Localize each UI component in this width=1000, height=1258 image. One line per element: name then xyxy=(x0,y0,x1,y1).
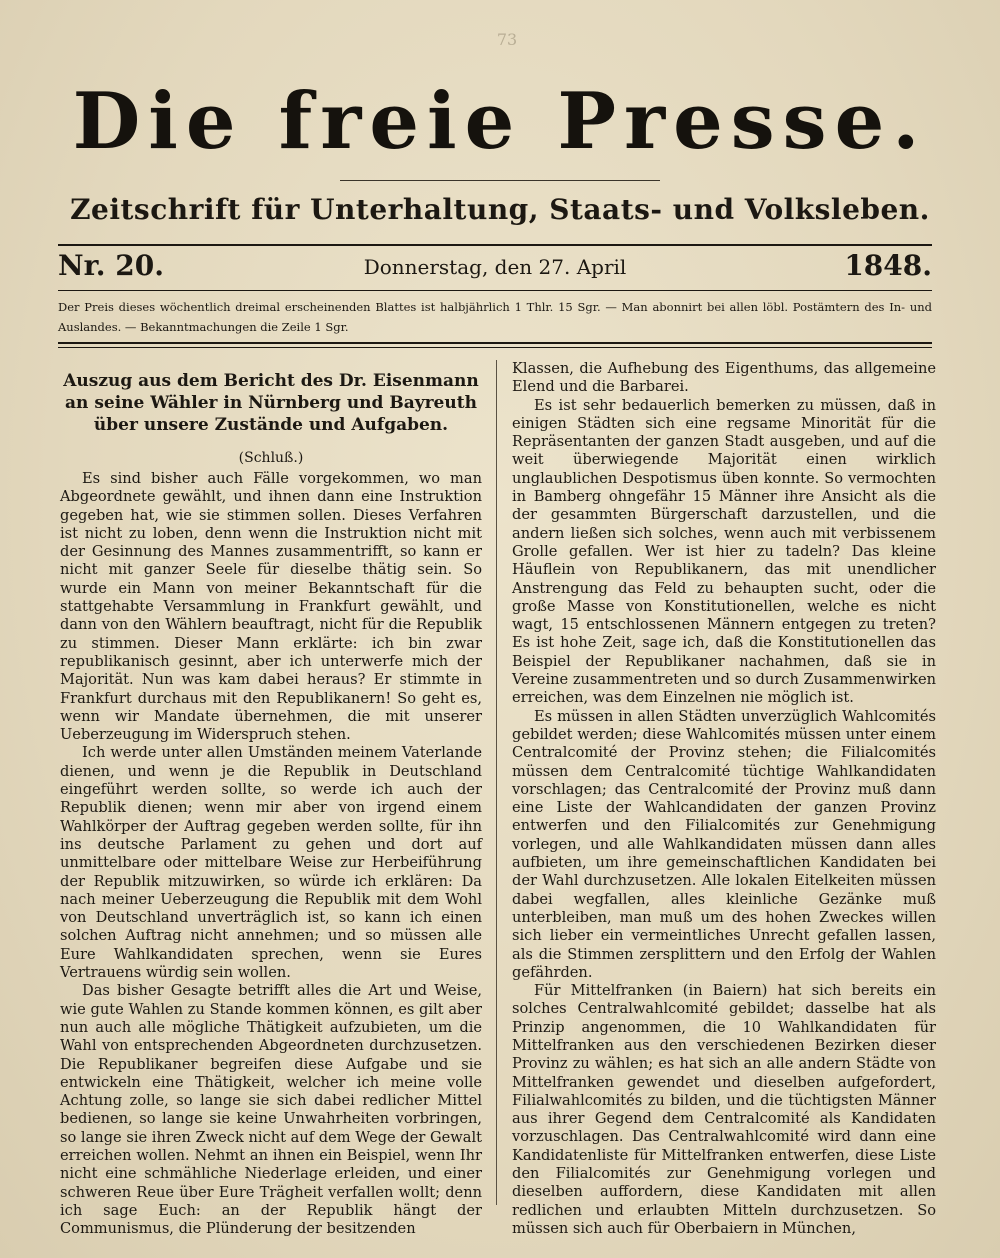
issue-date: Donnerstag, den 27. April xyxy=(363,255,627,279)
issue-year: 1848. xyxy=(844,249,932,282)
paragraph: Klassen, die Aufhebung des Eigenthums, das allgemeine Elend und die Barbarei. xyxy=(512,360,936,396)
column-divider xyxy=(496,360,497,1205)
price-notice: Der Preis dieses wöchentlich dreimal erscheinenden Blattes ist halbjährlich 1 Thlr. 15 Sgr. — Man abonnirt bei allen löbl. Postämtern des In- und Auslandes. — Bekanntmachungen die Zeile 1 Sgr. xyxy=(58,300,932,334)
paragraph: Für Mittelfranken (in Baiern) hat sich bereits ein solches Centralwahlcomité gebildet; dasselbe hat als Prinzip angenommen, die 10 Wahlkandidaten für Mittelfranken aus den verschiedenen Bezirken dieser Provinz zu wählen; es hat sich an alle andern Städte von Mittelfranken gewendet und dieselben aufgefordert, Filialwahlcomités zu bilden, und die tüchtigsten Männer aus ihrer Gegend dem Centralcomité als Kandidaten vorzuschlagen. Das Centralwahlcomité wird dann eine Kandidatenliste für Mittelfranken entwerfen, diese Liste den Filialcomités zur Genehmigung vorlegen und dieselben auffordern, diese Kandidaten mit allen redlichen und erlaubten Mitteln durchzusetzen. So müssen sich auch für Oberbaiern in München, xyxy=(512,982,936,1237)
article-continuation-note: (Schluß.) xyxy=(238,450,304,466)
masthead-subtitle: Zeitschrift für Unterhaltung, Staats- und Volksleben. xyxy=(70,193,930,226)
issue-bottom-rule xyxy=(58,290,932,291)
header-double-rule-1 xyxy=(58,342,932,344)
issue-line xyxy=(58,248,932,288)
issue-number: Nr. 20. xyxy=(58,249,164,282)
issue-top-rule xyxy=(58,244,932,246)
header-double-rule-2 xyxy=(58,347,932,348)
paragraph: Es ist sehr bedauerlich bemerken zu müssen, daß in einigen Städten sich eine regsame Minorität für die Repräsentanten der ganzen Stadt ausgeben, und auf die weit überwiegende Majorität einen wirklich unglaublichen Despotismus üben konnte. So vermochten in Bamberg ohngefähr 15 Männer ihre Ansicht als die der gesammten Bürgerschaft darzustellen, und die andern ließen sich solches, wenn auch mit verbissenem Grolle gefallen. Wer ist hier zu tadeln? Das kleine Häuflein von Republikanern, das mit unendlicher Anstrengung das Feld zu behaupten sucht, oder die große Masse von Konstitutionellen, welche es nicht wagt, 15 entschlossenen Männern entgegen zu treten? Es ist hohe Zeit, sage ich, daß die Konstitutionellen das Beispiel der Republikaner nachahmen, daß sie in Vereine zusammentreten und so durch Zusammenwirken erreichen, was dem Einzelnen nie möglich ist. xyxy=(512,396,936,707)
article-column-left xyxy=(60,360,482,1238)
paragraph: Es müssen in allen Städten unverzüglich Wahlcomités gebildet werden; diese Wahlcomités müssen unter einem Centralcomité der Provinz stehen; die Filialcomités müssen dem Centralcomité tüchtige Wahlkandidaten vorschlagen; das Centralcomité der Provinz muß dann eine Liste der Wahlcandidaten der ganzen Provinz entwerfen und den Filialcomités zur Genehmigung vorlegen, und alle Wahlkandidaten müssen dann alles aufbieten, um ihre gemeinschaftlichen Kandidaten bei der Wahl durchzusetzen. Alle lokalen Eitelkeiten müssen dabei wegfallen, alles kleinliche Gezänke muß unterbleiben, man muß um des hohen Zweckes willen sich lieber ein vermeintliches Unrecht gefallen lassen, als die Stimmen zersplittern und den Erfolg der Wahlen gefährden. xyxy=(512,707,936,981)
page-number: 73 xyxy=(496,30,518,49)
masthead-rule xyxy=(340,180,660,181)
paragraph: Ich werde unter allen Umständen meinem Vaterlande dienen, und wenn je die Republik in Deutschland eingeführt werden sollte, so werde ich auch der Republik dienen; wenn mir aber von irgend einem Wahlkörper der Auftrag gegeben werden sollte, für ihn ins deutsche Parlament zu gehen und dort auf unmittelbare oder mittelbare Weise zur Herbeiführung der Republik mitzuwirken, so würde ich erklären: Da nach meiner Ueberzeugung die Republik mit dem Wohl von Deutschland unverträglich ist, so kann ich einen solchen Auftrag nicht annehmen; und so müssen alle Eure Wahlkandidaten sprechen, wenn sie Eures Vertrauens würdig sein wollen. xyxy=(60,744,482,982)
masthead-title: Die freie Presse. xyxy=(72,76,928,167)
article-column-right xyxy=(512,360,936,1238)
article-headline: Auszug aus dem Bericht des Dr. Eisenmann an seine Wähler in Nürnberg und Bayreuth über unsere Zustände und Aufgaben. xyxy=(63,371,479,435)
paragraph: Das bisher Gesagte betrifft alles die Art und Weise, wie gute Wahlen zu Stande kommen können, es gilt aber nun auch alle mögliche Thätigkeit aufzubieten, um die Wahl von entsprechenden Abgeordneten durchzusetzen. Die Republikaner begreifen diese Aufgabe und sie entwickeln eine Thätigkeit, welcher ich meine volle Achtung zolle, so lange sie sich dabei redlicher Mittel bedienen, so lange sie keine Unwahrheiten vorbringen, so lange sie ihren Zweck nicht auf dem Wege der Gewalt erreichen wollen. Nehmt an ihnen ein Beispiel, wenn Ihr nicht eine schmähliche Niederlage erleiden, und einer schweren Reue über Eure Trägheit verfallen wollt; denn ich sage Euch: an der Republik hängt der Communismus, die Plünderung der besitzenden xyxy=(60,982,482,1238)
paragraph: Es sind bisher auch Fälle vorgekommen, wo man Abgeordnete gewählt, und ihnen dann eine Instruktion gegeben hat, wie sie stimmen sollen. Dieses Verfahren ist nicht zu loben, denn wenn die Instruktion nicht mit der Gesinnung des Mannes zusammentrifft, so kann er nicht mit ganzer Seele für dieselbe thätig sein. So wurde ein Mann von meiner Bekanntschaft für die stattgehabte Versammlung in Frankfurt gewählt, und dann von den Wählern beauftragt, nicht für die Republik zu stimmen. Dieser Mann erklärte: ich bin zwar republikanisch gesinnt, aber ich unterwerfe mich der Majorität. Nun was kam dabei heraus? Er stimmte in Frankfurt durchaus mit den Republikanern! So geht es, wenn wir Mandate übernehmen, die mit unserer Ueberzeugung im Widerspruch stehen. xyxy=(60,470,482,744)
